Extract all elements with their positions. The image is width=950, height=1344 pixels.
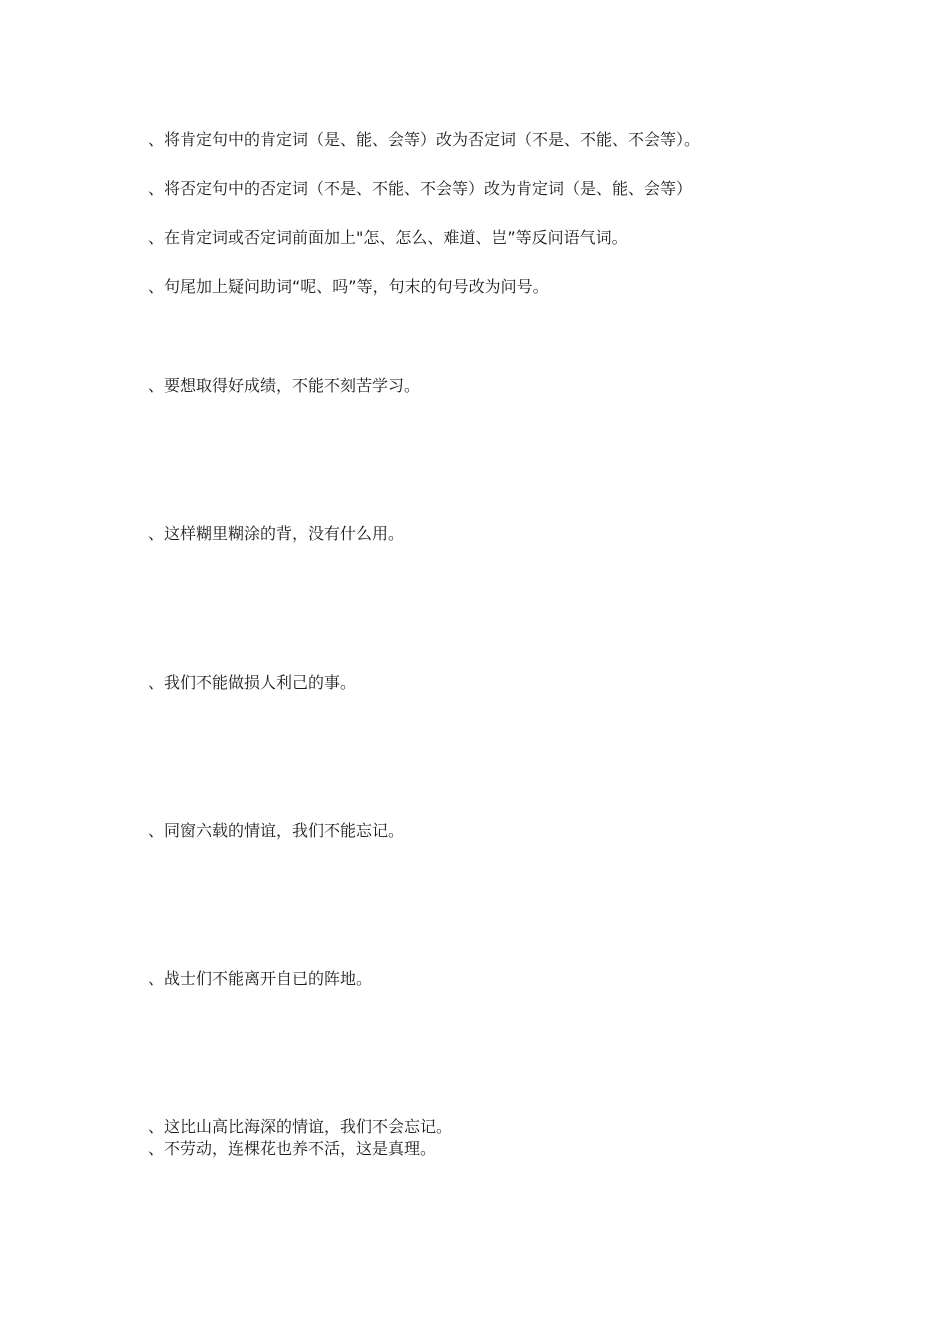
exercise-6: 、这比山高比海深的情谊，我们不会忘记。 [148,1117,453,1136]
exercise-1: 、要想取得好成绩，不能不刻苦学习。 [148,376,421,395]
method-3: 、在肯定词或否定词前面加上"怎、怎么、难道、岂”等反问语气词。 [148,228,628,247]
exercise-4: 、同窗六载的情谊，我们不能忘记。 [148,821,405,840]
method-2: 、将否定句中的否定词（不是、不能、不会等）改为肯定词（是、能、会等） [148,179,693,198]
exercise-3: 、我们不能做损人利己的事。 [148,673,357,692]
method-4: 、句尾加上疑问助词“呢、吗”等，句末的句号改为问号。 [148,277,549,296]
method-1: 、将肯定句中的肯定词（是、能、会等）改为否定词（不是、不能、不会等）。 [148,130,701,149]
exercise-7: 、不劳动，连棵花也养不活，这是真理。 [148,1139,437,1158]
exercise-2: 、这样糊里糊涂的背，没有什么用。 [148,524,405,543]
exercise-5: 、战士们不能离开自已的阵地。 [148,969,373,988]
